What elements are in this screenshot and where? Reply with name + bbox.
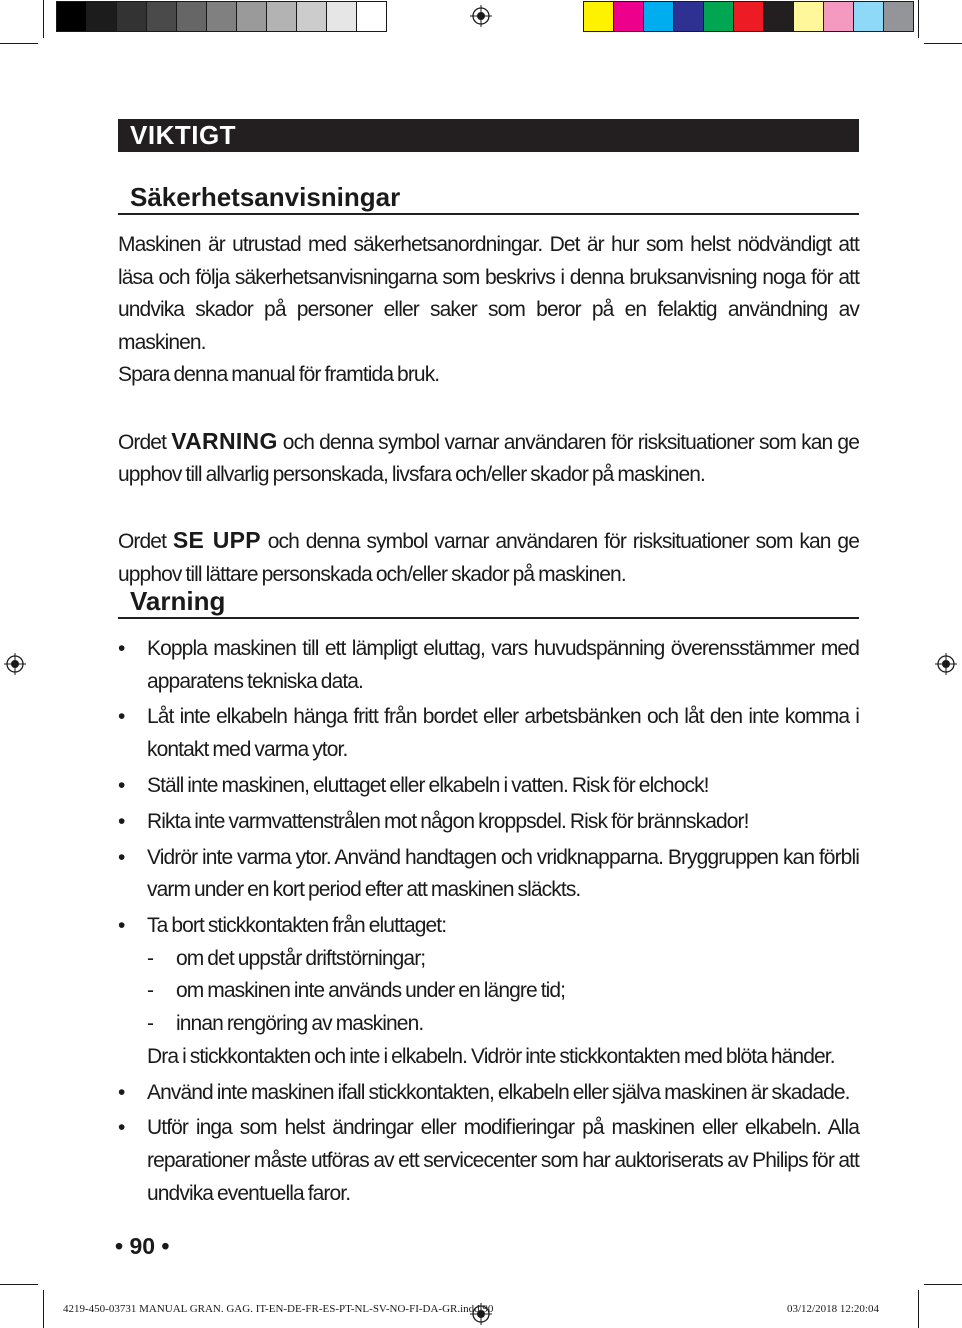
warning-text: och denna symbol varnar användaren för risksituationer som kan ge upphov till allvarlig personskada, livsfara och/eller skador på maskinen.: [118, 430, 859, 487]
registration-target-icon: [935, 653, 957, 675]
list-item: [118, 1112, 859, 1210]
color-swatch: [57, 2, 87, 31]
crop-mark: [918, 0, 919, 38]
list-item: [118, 806, 859, 839]
color-swatch: [327, 2, 357, 31]
list-item-text: Rikta inte varmvattenstrålen mot någon kroppsdel. Risk för brännskador!: [147, 809, 749, 833]
list-item: [118, 701, 859, 766]
warning-definition-paragraph: [118, 425, 859, 492]
unplug-note: Dra i stickkontakten och inte i elkabeln. Vidrör inte stickkontakten med blöta händer.: [147, 1044, 835, 1068]
list-item-text: Låt inte elkabeln hänga fritt från bordet eller arbetsbänken och låt den inte komma i kontakt med varma ytor.: [147, 705, 859, 762]
sub-list-item: [118, 975, 859, 1008]
list-item: [118, 1077, 859, 1110]
crop-mark: [918, 1290, 919, 1328]
bullet-marker: •: [118, 845, 125, 869]
list-item-text: Ställ inte maskinen, eluttaget eller elkabeln i vatten. Risk för elchock!: [147, 773, 709, 797]
warning-prefix: Ordet: [118, 430, 172, 454]
color-swatch: [794, 2, 824, 31]
registration-target-icon: [4, 653, 26, 675]
color-swatch: [854, 2, 884, 31]
crop-mark: [924, 1284, 962, 1285]
sub-list-item: [118, 1008, 859, 1041]
dash-marker: -: [147, 979, 154, 1003]
intro-paragraph: Maskinen är utrustad med säkerhetsanordningar. Det är hur som helst nödvändigt att läsa och följa säkerhetsanvisningarna som beskrivs i denna bruksanvisning noga för att undvika skador på personer eller saker som beror på en felaktig användning av maskinen.: [118, 233, 859, 354]
color-swatch: [644, 2, 674, 31]
list-item-text: Utför inga som helst ändringar eller modiﬁeringar på maskinen eller elkabeln. Alla reparationer måste utföras av ett servicecenter som har auktoriserats av Philips för att undvika eventuella faror.: [147, 1116, 859, 1205]
list-item: [118, 770, 859, 803]
bullet-marker: •: [118, 1080, 125, 1104]
sub-list-item-text: om det uppstår driftstörningar;: [176, 946, 426, 970]
crop-mark: [43, 1290, 44, 1328]
caution-prefix: Ordet: [118, 530, 173, 554]
list-item-text: Vidrör inte varma ytor. Använd handtagen och vridknapparna. Bryggruppen kan förbli varm under en kort period efter att maskinen släckts.: [147, 845, 859, 902]
sub-list-item: [118, 943, 859, 976]
sub-list-item-text: om maskinen inte används under en längre tid;: [176, 979, 566, 1003]
dash-marker: -: [147, 1012, 154, 1036]
color-swatch: [734, 2, 764, 31]
dash-marker: -: [147, 946, 154, 970]
crop-mark: [0, 43, 38, 44]
color-calibration-strip: [583, 1, 914, 32]
list-item: [118, 910, 859, 943]
bullet-marker: •: [118, 1116, 125, 1140]
color-swatch: [237, 2, 267, 31]
color-swatch: [704, 2, 734, 31]
safety-section-body: [118, 229, 859, 592]
warning-keyword: VARNING: [171, 427, 278, 454]
color-swatch: [614, 2, 644, 31]
bullet-marker: •: [118, 637, 125, 660]
print-slug-filename: 4219-450-03731 MANUAL GRAN. GAG. IT-EN-DE-FR-ES-PT-NL-SV-NO-FI-DA-GR.indd 90: [63, 1303, 494, 1315]
color-swatch: [267, 2, 297, 31]
color-swatch: [297, 2, 327, 31]
color-swatch: [584, 2, 614, 31]
bullet-marker: •: [118, 705, 125, 729]
list-item: [118, 842, 859, 907]
crop-mark: [43, 0, 44, 38]
list-item-text: Koppla maskinen till ett lämpligt eluttag, vars huvudspänning överensstämmer med apparatens tekniska data.: [147, 637, 859, 693]
color-swatch: [357, 2, 386, 31]
color-swatch: [674, 2, 704, 31]
color-swatch: [824, 2, 854, 31]
color-swatch: [147, 2, 177, 31]
bullet-marker: •: [118, 773, 125, 797]
section-heading-safety: Säkerhetsanvisningar: [118, 182, 859, 215]
list-item-text: Ta bort stickkontakten från eluttaget:: [147, 914, 447, 938]
sub-list-item-text: innan rengöring av maskinen.: [176, 1012, 424, 1036]
list-item-text: Använd inte maskinen ifall stickkontakten, elkabeln eller själva maskinen är skadade.: [147, 1080, 850, 1104]
color-swatch: [87, 2, 117, 31]
caution-keyword: SE UPP: [172, 527, 261, 554]
color-swatch: [117, 2, 147, 31]
color-swatch: [177, 2, 207, 31]
bullet-marker: •: [118, 914, 125, 938]
warning-list: [118, 633, 859, 1213]
color-swatch: [207, 2, 237, 31]
caution-text: och denna symbol varnar användaren för risksituationer som kan ge upphov till lättare personskada och/eller skador på maskinen.: [118, 530, 859, 586]
color-swatch: [884, 2, 913, 31]
registration-target-icon: [470, 5, 492, 27]
crop-mark: [924, 43, 962, 44]
grayscale-calibration-strip: [56, 1, 387, 32]
caution-definition-paragraph: [118, 524, 859, 591]
page-title-banner: VIKTIGT: [118, 119, 859, 152]
crop-mark: [0, 1284, 38, 1285]
list-item: [118, 633, 859, 698]
color-swatch: [764, 2, 794, 31]
section-heading-warning: Varning: [118, 586, 859, 619]
page-number: • 90 •: [115, 1233, 170, 1259]
print-slug-date: 03/12/2018 12:20:04: [787, 1303, 879, 1315]
bullet-marker: •: [118, 809, 125, 833]
save-manual-paragraph: Spara denna manual för framtida bruk.: [118, 363, 440, 387]
